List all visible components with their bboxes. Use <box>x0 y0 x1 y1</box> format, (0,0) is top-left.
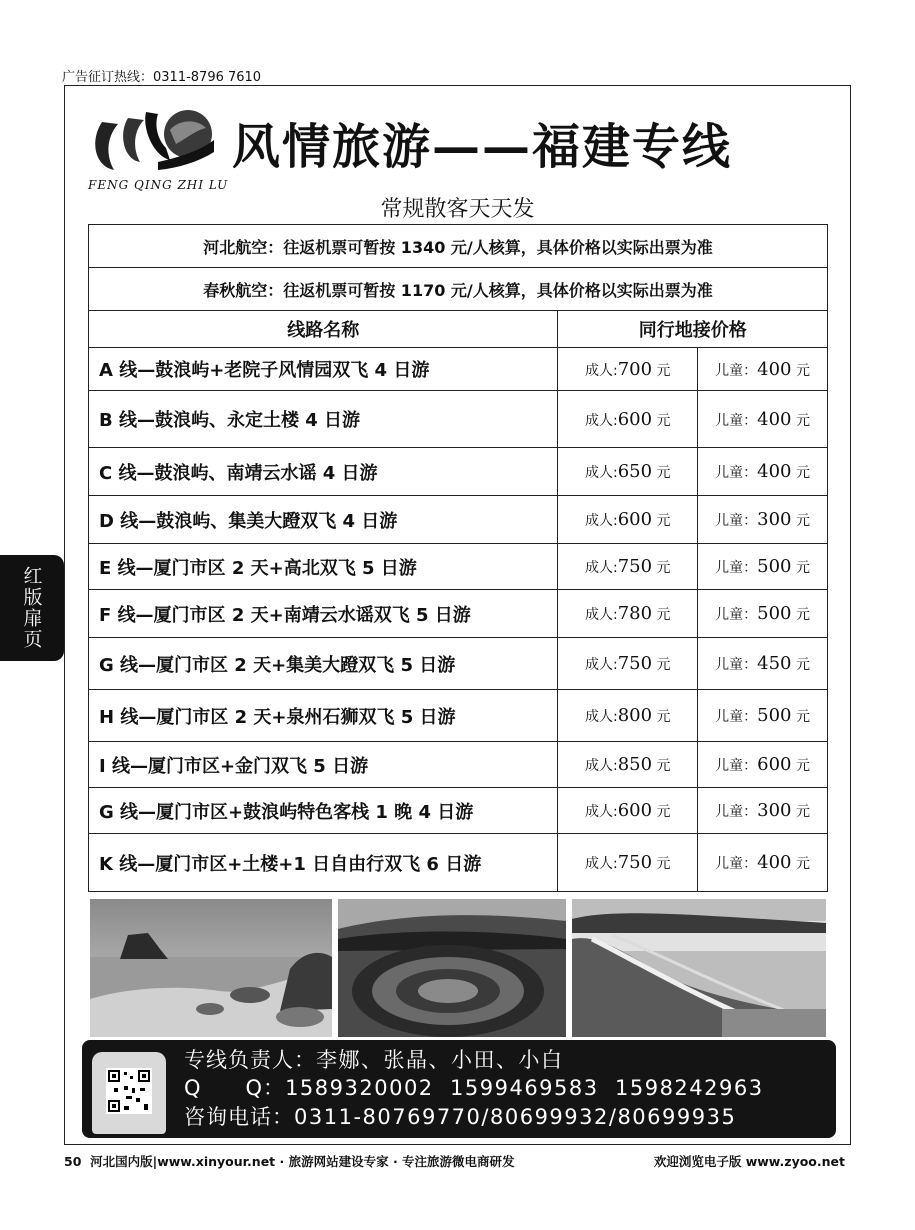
route-name: I 线—厦门市区+金门双飞 5 日游 <box>89 742 558 788</box>
adult-price <box>558 742 698 788</box>
ad-hotline: 广告征订热线：0311-8796 7610 <box>62 70 262 85</box>
adult-price <box>558 391 698 448</box>
contact-manager-names: 李娜、张晶、小田、小白 <box>316 1048 564 1072</box>
airline-row-chunqiu <box>89 268 828 311</box>
child-price <box>698 834 828 892</box>
child-price-value: 400 <box>757 358 792 380</box>
adult-price-value: 780 <box>617 603 653 624</box>
adult-label: 成人: <box>584 607 618 623</box>
currency-unit: 元 <box>656 607 671 623</box>
contact-phone-label: 咨询电话： <box>184 1105 294 1129</box>
child-price-value: 300 <box>757 509 792 530</box>
adult-label: 成人: <box>584 412 618 429</box>
contact-qq-numbers[interactable]: 1589320002 1599469583 1598242963 <box>285 1076 764 1100</box>
table-row <box>89 448 828 496</box>
currency-unit: 元 <box>795 513 810 529</box>
table-row <box>89 391 828 448</box>
route-name: E 线—厦门市区 2 天+高北双飞 5 日游 <box>89 544 558 590</box>
price-table <box>88 224 828 892</box>
adult-label: 成人: <box>584 560 618 576</box>
child-price <box>698 788 828 834</box>
currency-unit: 元 <box>656 560 671 576</box>
footer-publication[interactable]: 河北国内版|www.xinyour.net · 旅游网站建设专家 · 专注旅游微电商研发 <box>90 1154 515 1169</box>
table-row <box>89 788 828 834</box>
currency-unit: 元 <box>656 513 671 529</box>
table-row <box>89 544 828 590</box>
child-label: 儿童： <box>715 560 758 576</box>
currency-unit: 元 <box>795 804 810 820</box>
child-label: 儿童： <box>715 804 758 820</box>
child-label: 儿童： <box>715 513 758 529</box>
adult-price <box>558 590 698 638</box>
adult-price <box>558 348 698 391</box>
child-price <box>698 742 828 788</box>
adult-price <box>558 788 698 834</box>
qr-card <box>92 1052 166 1134</box>
page-title: 风情旅游——福建专线 <box>232 119 733 175</box>
currency-unit: 元 <box>795 607 810 623</box>
child-price <box>698 448 828 496</box>
adult-price-value: 600 <box>617 509 653 530</box>
child-price-value: 400 <box>757 852 792 873</box>
child-price <box>698 496 828 544</box>
contact-qq-label: Q Q： <box>184 1076 286 1100</box>
currency-unit: 元 <box>795 465 810 481</box>
child-label: 儿童： <box>715 657 758 673</box>
adult-price-value: 750 <box>617 852 653 873</box>
section-tab <box>0 555 64 661</box>
currency-unit: 元 <box>795 758 810 774</box>
currency-unit: 元 <box>795 709 810 725</box>
adult-price-value: 850 <box>617 754 653 775</box>
company-logo <box>88 100 228 190</box>
currency-unit: 元 <box>656 465 671 481</box>
route-name: K 线—厦门市区+土楼+1 日自由行双飞 6 日游 <box>89 834 558 892</box>
adult-price <box>558 448 698 496</box>
child-price-value: 500 <box>757 603 792 624</box>
currency-unit: 元 <box>795 657 810 673</box>
currency-unit: 元 <box>656 657 671 673</box>
child-price-value: 450 <box>757 653 792 674</box>
qr-code-icon[interactable] <box>106 1068 152 1114</box>
route-name: G 线—厦门市区 2 天+集美大蹬双飞 5 日游 <box>89 638 558 690</box>
child-price-value: 500 <box>757 556 792 577</box>
table-header-row <box>89 311 828 348</box>
route-name: C 线—鼓浪屿、南靖云水谣 4 日游 <box>89 448 558 496</box>
currency-unit: 元 <box>795 856 810 872</box>
child-price-value: 600 <box>757 754 792 775</box>
child-label: 儿童： <box>715 709 758 725</box>
adult-label: 成人: <box>584 465 618 481</box>
adult-price-value: 600 <box>617 800 653 821</box>
child-label: 儿童： <box>715 362 758 379</box>
logo-text: FENG QING ZHI LU <box>88 178 229 192</box>
adult-price-value: 800 <box>617 705 653 726</box>
route-name: B 线—鼓浪屿、永定土楼 4 日游 <box>89 391 558 448</box>
child-label: 儿童： <box>715 412 758 429</box>
contact-panel <box>82 1040 836 1138</box>
airline-row-hebei <box>89 225 828 268</box>
currency-unit: 元 <box>795 412 810 429</box>
child-price-value: 500 <box>757 705 792 726</box>
adult-label: 成人: <box>584 804 618 820</box>
child-label: 儿童： <box>715 607 758 623</box>
section-tab-label: 红版扉页 <box>20 566 43 650</box>
contact-phone <box>184 1101 736 1131</box>
child-price <box>698 590 828 638</box>
table-row <box>89 638 828 690</box>
photo-tulou <box>338 899 566 1037</box>
currency-unit: 元 <box>795 560 810 576</box>
photo-coastal-road <box>572 899 826 1037</box>
footer-left <box>64 1152 515 1170</box>
adult-price-value: 600 <box>617 408 653 430</box>
adult-price <box>558 496 698 544</box>
table-row <box>89 834 828 892</box>
photo-beach <box>90 899 332 1037</box>
currency-unit: 元 <box>656 856 671 872</box>
currency-unit: 元 <box>795 362 810 379</box>
adult-label: 成人: <box>584 657 618 673</box>
adult-price <box>558 544 698 590</box>
currency-unit: 元 <box>656 758 671 774</box>
page-number: 50 <box>64 1154 82 1169</box>
child-price <box>698 544 828 590</box>
child-price <box>698 638 828 690</box>
contact-manager-label: 专线负责人： <box>184 1048 316 1072</box>
adult-price <box>558 638 698 690</box>
page-subtitle: 常规散客天天发 <box>380 197 535 222</box>
currency-unit: 元 <box>656 804 671 820</box>
route-name: G 线—厦门市区+鼓浪屿特色客栈 1 晚 4 日游 <box>89 788 558 834</box>
adult-price-value: 750 <box>617 653 653 674</box>
route-name: D 线—鼓浪屿、集美大蹬双飞 4 日游 <box>89 496 558 544</box>
contact-phone-numbers[interactable]: 0311-80769770/80699932/80699935 <box>294 1105 737 1129</box>
child-price-value: 400 <box>757 408 792 430</box>
child-price <box>698 690 828 742</box>
adult-price-value: 750 <box>617 556 653 577</box>
table-row <box>89 742 828 788</box>
table-row <box>89 348 828 391</box>
child-price <box>698 348 828 391</box>
footer-right[interactable]: 欢迎浏览电子版 www.zyoo.net <box>653 1154 845 1169</box>
child-label: 儿童： <box>715 465 758 481</box>
table-row <box>89 496 828 544</box>
adult-label: 成人: <box>584 362 618 379</box>
child-label: 儿童： <box>715 856 758 872</box>
contact-manager <box>184 1044 564 1074</box>
adult-price <box>558 834 698 892</box>
table-row <box>89 590 828 638</box>
adult-price-value: 650 <box>617 461 653 482</box>
adult-label: 成人: <box>584 758 618 774</box>
route-name: F 线—厦门市区 2 天+南靖云水谣双飞 5 日游 <box>89 590 558 638</box>
currency-unit: 元 <box>656 709 671 725</box>
child-label: 儿童： <box>715 758 758 774</box>
photo-strip <box>90 899 826 1037</box>
adult-label: 成人: <box>584 709 618 725</box>
child-price-value: 300 <box>757 800 792 821</box>
header-route: 线路名称 <box>89 311 558 348</box>
route-name: H 线—厦门市区 2 天+泉州石狮双飞 5 日游 <box>89 690 558 742</box>
table-row <box>89 690 828 742</box>
adult-label: 成人: <box>584 856 618 872</box>
adult-label: 成人: <box>584 513 618 529</box>
airline-note: 春秋航空：往返机票可暂按 1170 元/人核算，具体价格以实际出票为准 <box>89 268 828 311</box>
currency-unit: 元 <box>656 362 671 379</box>
child-price-value: 400 <box>757 461 792 482</box>
currency-unit: 元 <box>656 412 671 429</box>
adult-price <box>558 690 698 742</box>
route-name: A 线—鼓浪屿+老院子风情园双飞 4 日游 <box>89 348 558 391</box>
airline-note: 河北航空：往返机票可暂按 1340 元/人核算，具体价格以实际出票为准 <box>89 225 828 268</box>
contact-qq <box>184 1072 764 1102</box>
child-price <box>698 391 828 448</box>
adult-price-value: 700 <box>617 358 653 380</box>
header-price: 同行地接价格 <box>558 311 828 348</box>
